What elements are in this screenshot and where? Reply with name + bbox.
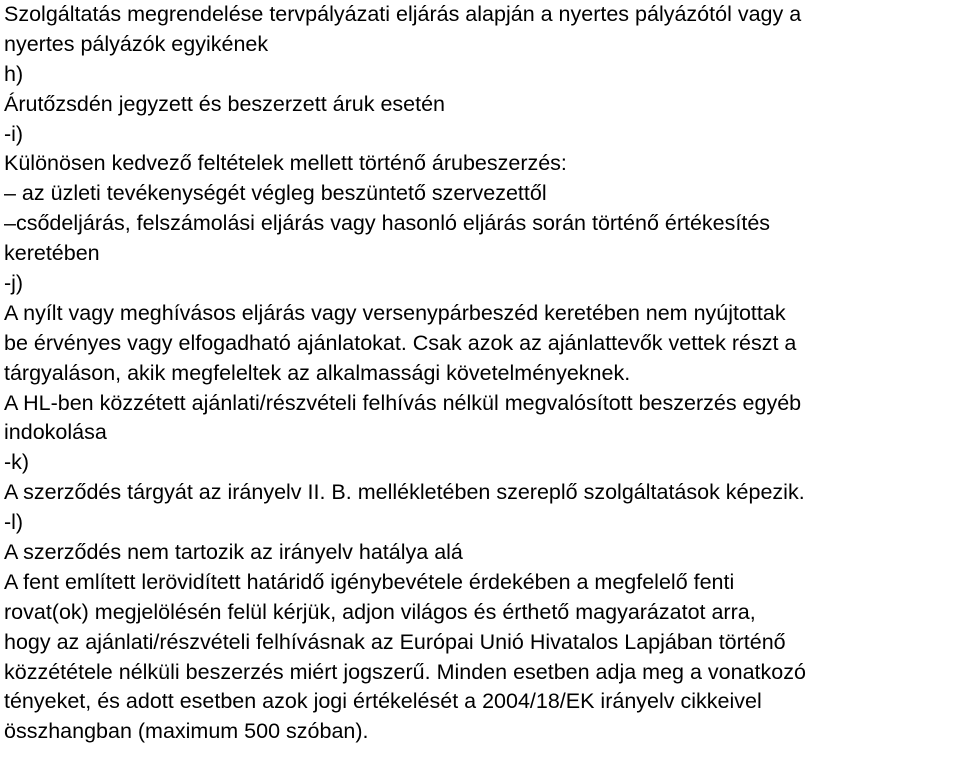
text-line: nyertes pályázók egyikének <box>4 31 269 56</box>
text-line: A szerződés nem tartozik az irányelv hatálya alá <box>4 540 463 565</box>
text-line: tárgyaláson, akik megfeleltek az alkalmassági követelményeknek. <box>4 360 631 385</box>
bullet-line: – az üzleti tevékenységét végleg beszüntető szervezettől <box>4 181 547 206</box>
text-line: keretében <box>4 241 100 266</box>
section-marker: -l) <box>4 510 24 535</box>
text-line: A HL-ben közzétett ajánlati/részvételi felhívás nélkül megvalósított beszerzés egyéb <box>4 390 802 415</box>
text-line: közzététele nélküli beszerzés miért jogszerű. Minden esetben adja meg a vonatkozó <box>4 659 806 684</box>
section-marker: -i) <box>4 121 24 146</box>
section-marker: -j) <box>4 271 24 296</box>
text-line: A nyílt vagy meghívásos eljárás vagy versenypárbeszéd keretében nem nyújtottak <box>4 300 786 325</box>
text-line: Különösen kedvező feltételek mellett történő árubeszerzés: <box>4 151 567 176</box>
section-marker: -k) <box>4 450 30 475</box>
text-line: A szerződés tárgyát az irányelv II. B. mellékletében szereplő szolgáltatások képezik. <box>4 480 805 505</box>
text-line: összhangban (maximum 500 szóban). <box>4 719 369 744</box>
text-line: Szolgáltatás megrendelése tervpályázati eljárás alapján a nyertes pályázótól vagy a <box>4 2 802 26</box>
text-line: Árutőzsdén jegyzett és beszerzett áruk esetén <box>4 91 445 116</box>
text-line: A fent említett lerövidített határidő igénybevétele érdekében a megfelelő fenti <box>4 569 735 594</box>
text-line: indokolása <box>4 420 107 445</box>
text-line: tényeket, és adott esetben azok jogi értékelését a 2004/18/EK irányelv cikkeivel <box>4 689 762 714</box>
text-line: be érvényes vagy elfogadható ajánlatokat. Csak azok az ajánlattevők vettek részt a <box>4 330 797 355</box>
text-line: hogy az ajánlati/részvételi felhívásnak az Európai Unió Hivatalos Lapjában történő <box>4 629 786 654</box>
bullet-line: –csődeljárás, felszámolási eljárás vagy hasonló eljárás során történő értékesítés <box>4 211 771 236</box>
section-marker: h) <box>4 61 24 86</box>
text-line: rovat(ok) megjelölésén felül kérjük, adjon világos és érthető magyarázatot arra, <box>4 599 756 624</box>
